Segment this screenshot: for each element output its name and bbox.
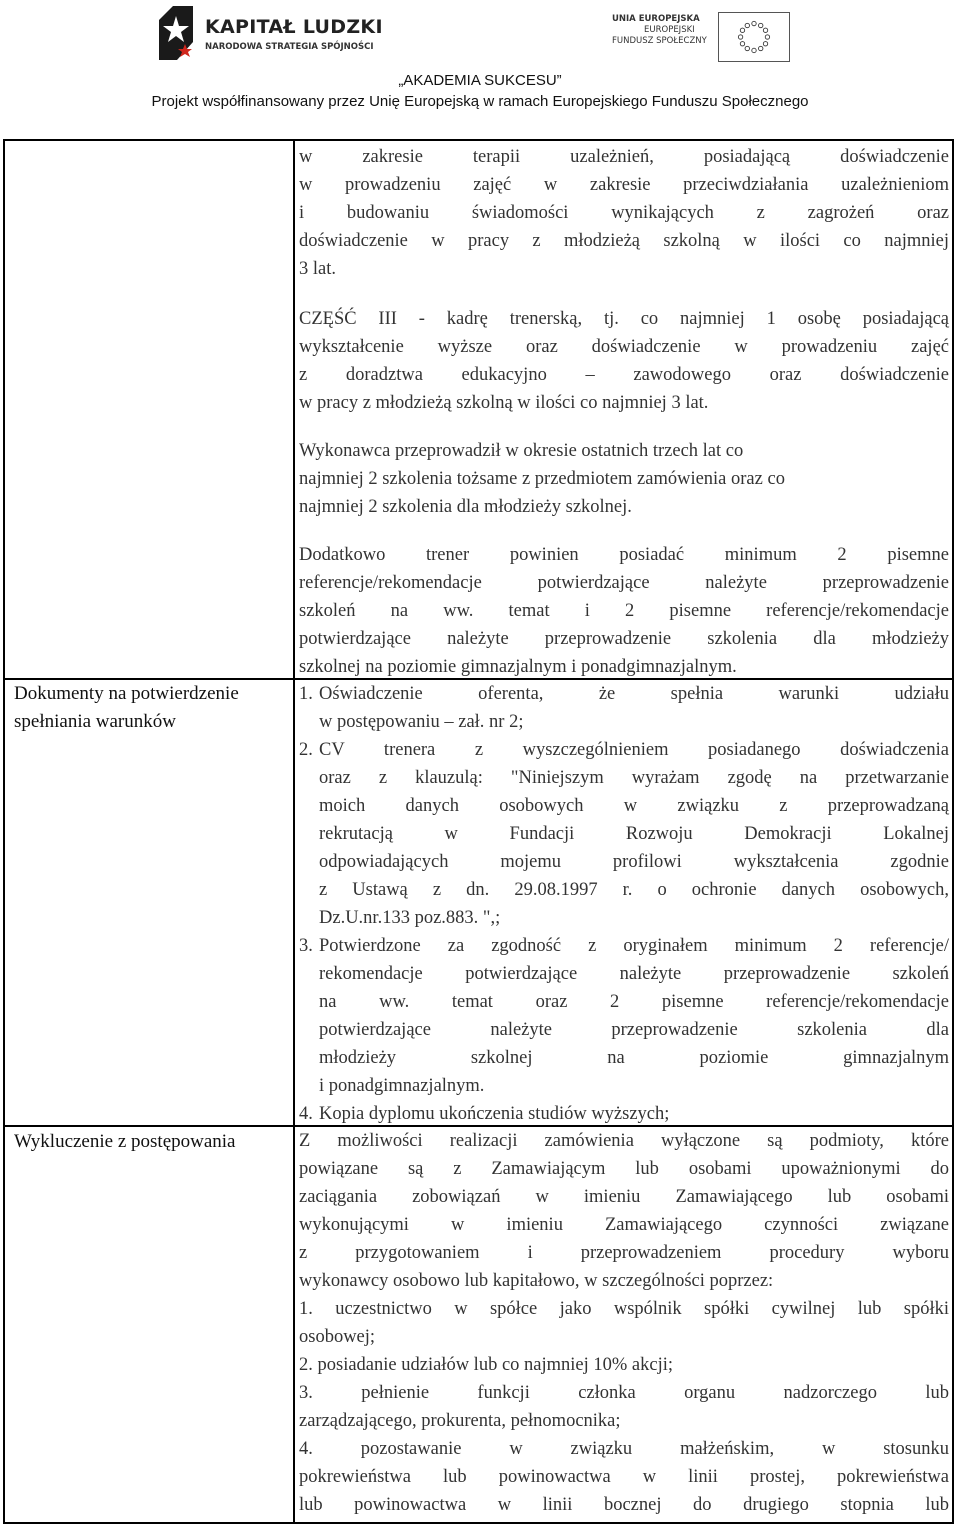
line: zarządzającego, prokurenta, pełnomocnika; xyxy=(299,1411,621,1431)
line: z przygotowaniem i przeprowadzeniem procedury wyboru xyxy=(299,1243,949,1263)
document-item-3 xyxy=(299,932,949,1100)
exclusion-point-3: 3. pełnienie funkcji członka organu nadzorczego lub xyxy=(299,1383,949,1403)
line: w zakresie terapii uzależnień, posiadającą doświadczenie xyxy=(299,147,949,167)
line: Dodatkowo trener powinien posiadać minimum 2 pisemne xyxy=(299,545,949,565)
exclusion-label: Wykluczenie z postępowania xyxy=(14,1131,236,1152)
documents-list xyxy=(299,680,949,1128)
line: doświadczenie w pracy z młodzieżą szkolną w ilości co najmniej xyxy=(299,231,949,251)
line: młodzieży szkolnej na poziomie gimnazjalnym xyxy=(319,1048,949,1068)
eu-logo-text xyxy=(612,14,707,47)
line: potwierdzające należyte przeprowadzenie szkolenia dla młodzieży xyxy=(299,629,949,649)
line: lub powinowactwa w linii bocznej do drugiego stopnia lub xyxy=(299,1495,949,1515)
line: Wykonawca przeprowadził w okresie ostatnich trzech lat co xyxy=(299,441,744,461)
eu-logo xyxy=(612,12,794,64)
conditions-paragraph-4 xyxy=(299,541,949,681)
line: z doradztwa edukacyjno – zawodowego oraz doświadczenie xyxy=(299,365,949,385)
line: najmniej 2 szkolenia dla młodzieży szkolnej. xyxy=(299,497,632,517)
line: Potwierdzone za zgodność z oryginałem minimum 2 referencje/ xyxy=(319,936,949,956)
conditions-paragraph-3 xyxy=(299,437,949,521)
line: wykonującymi w imieniu Zamawiającego czynności związane xyxy=(299,1215,949,1235)
exclusion-point-4: 4. pozostawanie w związku małżeńskim, w stosunku xyxy=(299,1439,949,1459)
project-name: „AKADEMIA SUKCESU” xyxy=(398,72,562,89)
line: na ww. temat oraz 2 pisemne referencje/rekomendacje xyxy=(319,992,949,1012)
document-item-1 xyxy=(299,680,949,736)
kapital-ludzki-logo xyxy=(155,2,385,64)
eu-flag-icon xyxy=(718,12,790,62)
line: moich danych osobowych w związku z przeprowadzaną xyxy=(319,796,949,816)
line: odpowiadających mojemu profilowi wykształcenia zgodnie xyxy=(319,852,949,872)
column-divider xyxy=(293,141,295,1522)
documents-label: Dokumenty na potwierdzenie spełniania warunków xyxy=(14,683,239,732)
line: 3 lat. xyxy=(299,259,336,279)
line: pokrewieństwa lub powinowactwa w linii prostej, pokrewieństwa xyxy=(299,1467,949,1487)
line: szkolnej na poziomie gimnazjalnym i ponadgimnazjalnym. xyxy=(299,657,737,677)
line: wykonawcy osobowo lub kapitałowo, w szczególności poprzez: xyxy=(299,1271,774,1291)
document-header xyxy=(0,0,960,140)
line: powiązane są z Zamawiającym lub osobami upoważnionymi do xyxy=(299,1159,949,1179)
item-number: 4. xyxy=(299,1104,313,1124)
line: w postępowaniu – zał. nr 2; xyxy=(319,712,524,732)
exclusion-point-1: 1. uczestnictwo w spółce jako wspólnik spółki cywilnej lub spółki xyxy=(299,1299,949,1319)
item-number: 1. xyxy=(299,684,313,704)
kapital-ludzki-subtitle: NARODOWA STRATEGIA SPÓJNOŚCI xyxy=(205,42,374,52)
eu-line-2: EUROPEJSKI xyxy=(644,25,695,35)
line: oraz z klauzulą: "Niniejszym wyrażam zgodę na przetwarzanie xyxy=(319,768,949,788)
kapital-ludzki-title: KAPITAŁ LUDZKI xyxy=(205,16,383,38)
line: Oświadczenie oferenta, że spełnia warunki udziału xyxy=(319,684,949,704)
item-number: 3. xyxy=(299,936,313,956)
conditions-paragraph-2 xyxy=(299,305,949,417)
line: Dz.U.nr.133 poz.883. ",; xyxy=(319,908,501,928)
line: CV trenera z wyszczególnieniem posiadanego doświadczenia xyxy=(319,740,949,760)
line: rekrutacją w Fundacji Rozwoju Demokracji Lokalnej xyxy=(319,824,949,844)
line: referencje/rekomendacje potwierdzające należyte przeprowadzenie xyxy=(299,573,949,593)
document-item-2 xyxy=(299,736,949,932)
line: wykształcenie wyższe oraz doświadczenie w prowadzeniu zajęć xyxy=(299,337,949,357)
eu-line-3: FUNDUSZ SPOŁECZNY xyxy=(612,36,707,46)
line: Z możliwości realizacji zamówienia wyłączone są podmioty, które xyxy=(299,1131,949,1151)
document-item-4 xyxy=(299,1100,949,1128)
kapital-ludzki-star-icon xyxy=(155,2,197,62)
line: rekomendacje potwierdzające należyte przeprowadzenie szkoleń xyxy=(319,964,949,984)
line: zaciągania zobowiązań w imieniu Zamawiającego lub osobami xyxy=(299,1187,949,1207)
line: z Ustawą z dn. 29.08.1997 r. o ochronie danych osobowych, xyxy=(319,880,949,900)
line: i budowaniu świadomości wynikających z zagrożeń oraz xyxy=(299,203,949,223)
exclusion-text xyxy=(299,1127,949,1519)
line: potwierdzające należyte przeprowadzenie szkolenia dla xyxy=(319,1020,949,1040)
line: Kopia dyplomu ukończenia studiów wyższych; xyxy=(319,1104,670,1124)
line: najmniej 2 szkolenia tożsame z przedmiotem zamówienia oraz co xyxy=(299,469,785,489)
conditions-text xyxy=(299,143,949,681)
item-number: 2. xyxy=(299,740,313,760)
line: CZĘŚĆ III - kadrę trenerską, tj. co najmniej 1 osobę posiadającą xyxy=(299,309,949,329)
eu-line-1: UNIA EUROPEJSKA xyxy=(612,14,700,24)
conditions-paragraph-1 xyxy=(299,143,949,283)
line: i ponadgimnazjalnym. xyxy=(319,1076,485,1096)
line: w prowadzeniu zajęć w zakresie przeciwdziałania uzależnieniom xyxy=(299,175,949,195)
line: w pracy z młodzieżą szkolną w ilości co najmniej 3 lat. xyxy=(299,393,709,413)
line: osobowej; xyxy=(299,1327,376,1347)
exclusion-point-2: 2. posiadanie udziałów lub co najmniej 10% akcji; xyxy=(299,1355,674,1375)
line: szkoleń na ww. temat i 2 pisemne referencje/rekomendacje xyxy=(299,601,949,621)
project-cofinancing-line: Projekt współfinansowany przez Unię Europejską w ramach Europejskiego Funduszu Społecznego xyxy=(151,93,809,110)
